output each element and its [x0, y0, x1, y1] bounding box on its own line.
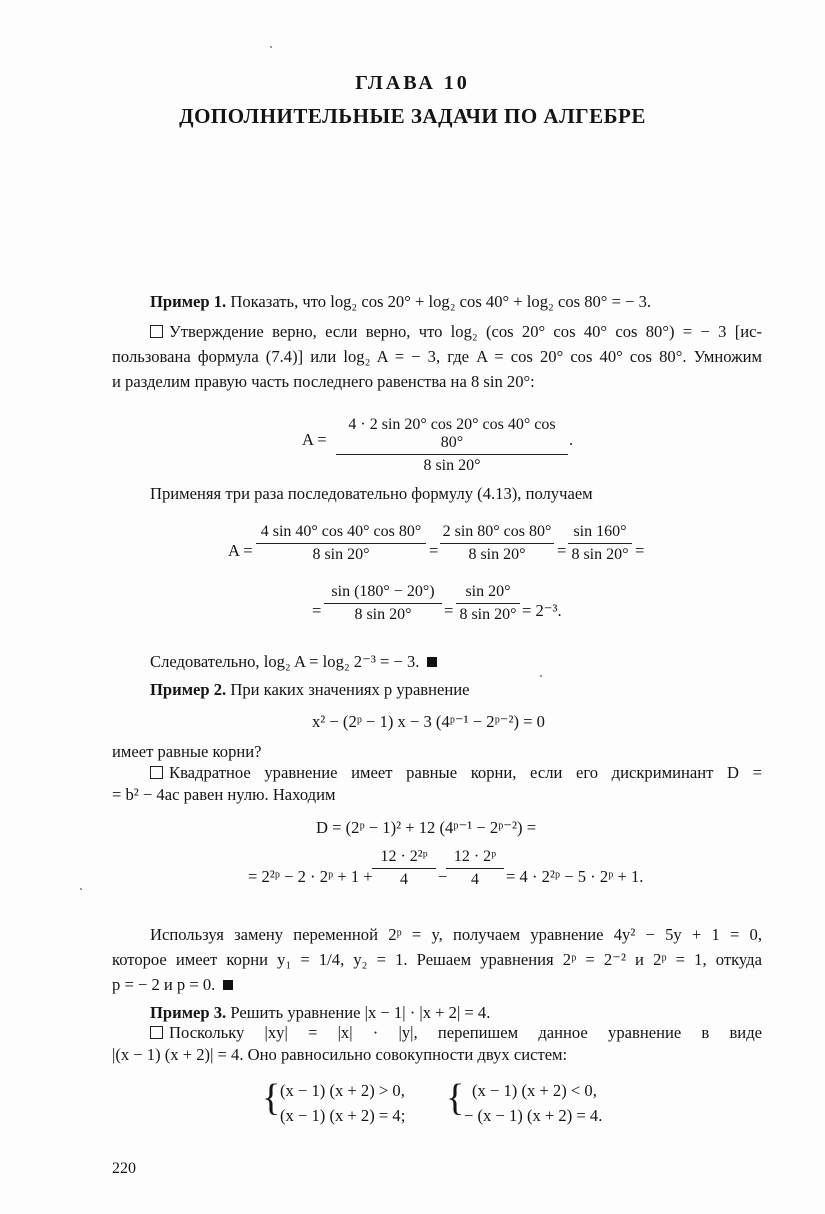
substitution-line-1: Используя замену переменной 2ᵖ = y, получаем уравнение 4y² − 5y + 1 = 0,	[150, 925, 762, 944]
example-3-heading	[150, 1003, 762, 1023]
example-3-label: Пример 3.	[150, 1003, 227, 1022]
solution-text: Утверждение верно, если верно, что log₂ (cos 20° cos 40° cos 80°) = − 3 [ис-	[169, 322, 762, 341]
eq1-denominator: 8 sin 20°	[423, 457, 481, 474]
minus-sign: −	[438, 867, 448, 886]
equals-sign: =	[635, 541, 645, 560]
numerator: 12 · 2²ᵖ	[380, 848, 428, 865]
eq2-fraction-1	[256, 523, 426, 564]
scan-speck	[540, 675, 542, 677]
example-1-label: Пример 1.	[150, 292, 227, 311]
discriminant-line-1: D = (2ᵖ − 1)² + 12 (4ᵖ⁻¹ − 2ᵖ⁻²) =	[316, 818, 537, 837]
example-2-equation: x² − (2ᵖ − 1) x − 3 (4ᵖ⁻¹ − 2ᵖ⁻²) = 0	[312, 712, 545, 731]
example-1-solution-line-2: пользована формула (7.4)] или log₂ A = − 3, где A = cos 20° cos 40° cos 80°. Умножим	[112, 347, 762, 366]
example-1-statement: Показать, что log₂ cos 20° + log₂ cos 40° + log₂ cos 80° = − 3.	[230, 292, 652, 311]
denominator: 8 sin 20°	[312, 546, 370, 563]
eq2-fraction-3	[568, 523, 632, 564]
denominator: 8 sin 20°	[468, 546, 526, 563]
example-2-label: Пример 2.	[150, 680, 227, 699]
discriminant-line-2-start: = 2²ᵖ − 2 · 2ᵖ + 1 +	[248, 867, 373, 886]
numerator: sin 160°	[573, 523, 627, 540]
example-2-solution-line-2: = b² − 4ac равен нулю. Находим	[112, 785, 336, 804]
eq3-fraction-2	[456, 583, 520, 624]
conclusion-text: Следовательно, log₂ A = log₂ 2⁻³ = − 3.	[150, 652, 420, 671]
denominator: 8 sin 20°	[459, 606, 517, 623]
eq1-fraction	[336, 416, 568, 475]
example-1-conclusion	[150, 652, 762, 672]
example-3-solution-line-1	[150, 1023, 762, 1043]
example-1-solution-line-3: и разделим правую часть последнего равенства на 8 sin 20°:	[112, 372, 535, 391]
scan-speck	[270, 46, 272, 48]
eq3-fraction-1	[324, 583, 442, 624]
substitution-line-3	[112, 975, 762, 995]
example-2-heading	[150, 680, 762, 700]
solution-text: Квадратное уравнение имеет равные корни, если его дискриминант D =	[169, 763, 762, 782]
solution-start-icon	[150, 1026, 163, 1039]
numerator: 4 sin 40° cos 40° cos 80°	[260, 523, 422, 540]
equals-sign: =	[557, 541, 567, 560]
apply-formula-line: Применяя три раза последовательно формулу (4.13), получаем	[150, 484, 593, 503]
numerator: sin (180° − 20°)	[331, 583, 435, 600]
eq1-numerator: 4 · 2 sin 20° cos 20° cos 40° cos 80°	[348, 416, 556, 451]
system-2-brace-icon: {	[446, 1077, 465, 1119]
numerator: sin 20°	[465, 583, 511, 600]
substitution-line-2: которое имеет корни y₁ = 1/4, y₂ = 1. Решаем уравнения 2ᵖ = 2⁻² и 2ᵖ = 1, откуда	[112, 950, 762, 969]
end-of-proof-icon	[427, 657, 437, 667]
equals-sign: =	[444, 601, 454, 620]
chapter-title: ДОПОЛНИТЕЛЬНЫЕ ЗАДАЧИ ПО АЛГЕБРЕ	[179, 104, 646, 128]
eq1-end: .	[569, 430, 574, 449]
page-number: 220	[112, 1160, 136, 1177]
denominator: 8 sin 20°	[571, 546, 629, 563]
eq2-lhs: A =	[228, 541, 253, 560]
example-3-solution-line-2: |(x − 1) (x + 2)| = 4. Оно равносильно совокупности двух систем:	[112, 1045, 568, 1064]
chapter-label: ГЛАВА 10	[355, 72, 470, 94]
eq2-fraction-2	[440, 523, 554, 564]
system-2-line-2: − (x − 1) (x + 2) = 4.	[464, 1106, 603, 1125]
solution-start-icon	[150, 766, 163, 779]
system-1-brace-icon: {	[262, 1077, 281, 1119]
example-2-solution-line-1	[150, 763, 762, 783]
example-3-statement: Решить уравнение |x − 1| · |x + 2| = 4.	[230, 1003, 491, 1022]
discriminant-fraction-1	[372, 848, 436, 889]
denominator: 4	[400, 871, 408, 888]
example-1-heading	[150, 292, 762, 312]
eq1-lhs: A =	[302, 430, 327, 449]
end-of-proof-icon	[223, 980, 233, 990]
numerator: 2 sin 80° cos 80°	[442, 523, 552, 540]
example-2-after-equation: имеет равные корни?	[112, 742, 262, 761]
denominator: 4	[471, 871, 479, 888]
discriminant-fraction-2	[446, 848, 504, 889]
eq3-tail: = 2⁻³.	[522, 601, 562, 620]
example-1-solution-line-1	[150, 322, 762, 342]
equals-sign: =	[312, 601, 322, 620]
denominator: 8 sin 20°	[354, 606, 412, 623]
example-2-statement: При каких значениях p уравнение	[230, 680, 470, 699]
system-2-line-1: (x − 1) (x + 2) < 0,	[472, 1081, 597, 1100]
equals-sign: =	[429, 541, 439, 560]
solution-start-icon	[150, 325, 163, 338]
system-1-line-2: (x − 1) (x + 2) = 4;	[280, 1106, 406, 1125]
system-1-line-1: (x − 1) (x + 2) > 0,	[280, 1081, 405, 1100]
roots-text: p = − 2 и p = 0.	[112, 975, 216, 994]
scan-speck	[80, 888, 82, 890]
solution-text: Поскольку |xy| = |x| · |y|, перепишем данное уравнение в виде	[169, 1023, 762, 1042]
discriminant-line-2-end: = 4 · 2²ᵖ − 5 · 2ᵖ + 1.	[506, 867, 644, 886]
numerator: 12 · 2ᵖ	[453, 848, 497, 865]
